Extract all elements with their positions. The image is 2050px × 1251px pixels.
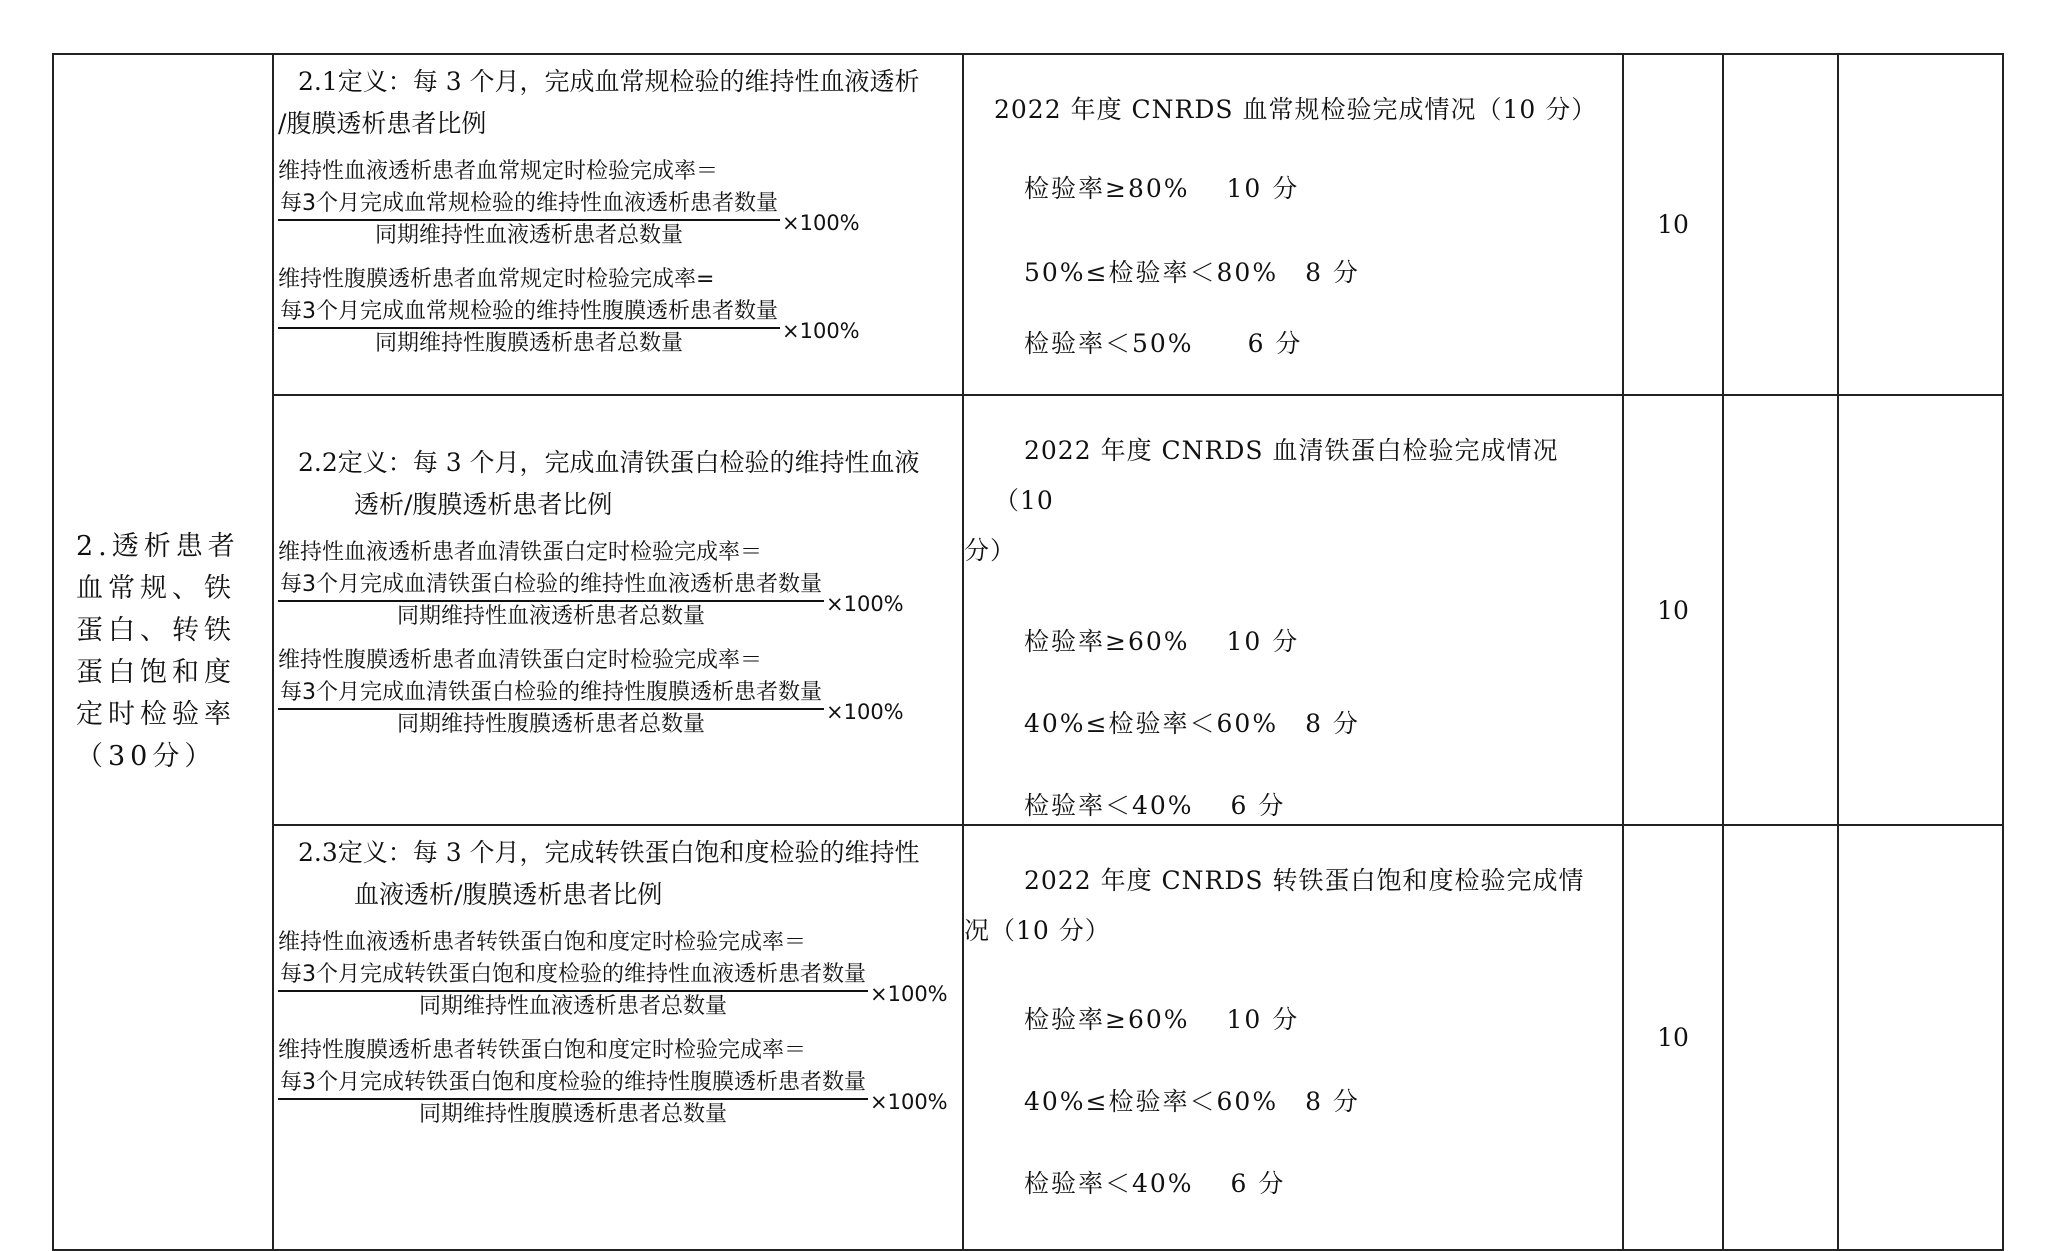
multiplier: ×100% (870, 982, 948, 1006)
standard-cell (963, 395, 1623, 825)
standard-level-2: 50%≤检验率＜80% 8 分 (1024, 258, 1360, 287)
standard-level-1: 检验率≥80% 10 分 (1024, 174, 1300, 203)
standard-level-3: 检验率＜50% 6 分 (1024, 329, 1303, 358)
numerator: 每3个月完成血常规检验的维持性腹膜透析患者数量 (278, 297, 780, 329)
category-label: 2.透析患者血常规、铁蛋白、转铁蛋白饱和度定时检验率（30分） (76, 531, 240, 772)
multiplier: ×100% (870, 1090, 948, 1114)
standard-cell (963, 54, 1623, 395)
fraction (278, 960, 868, 1022)
standard-title: 2022 年度 CNRDS 血常规检验完成情况（10 分） (994, 95, 1598, 124)
fraction (278, 678, 824, 740)
fraction (278, 189, 780, 251)
standard-title: 2022 年度 CNRDS 转铁蛋白饱和度检验完成情 况（10 分） (964, 866, 1585, 945)
empty-cell (1723, 395, 1838, 825)
definition-title: 2.1定义：每 3 个月，完成血常规检验的维持性血液透析 /腹膜透析患者比例 (278, 67, 920, 138)
empty-cell (1838, 395, 2003, 825)
denominator: 同期维持性血液透析患者总数量 (418, 994, 727, 1019)
score-cell: 10 (1623, 54, 1723, 395)
standard-level-2: 40%≤检验率＜60% 8 分 (1024, 709, 1360, 738)
table-row (53, 395, 2003, 825)
standard-level-3: 检验率＜40% 6 分 (1024, 791, 1286, 820)
standard-level-2: 40%≤检验率＜60% 8 分 (1024, 1087, 1360, 1116)
numerator: 每3个月完成血常规检验的维持性血液透析患者数量 (278, 189, 780, 221)
empty-cell (1838, 825, 2003, 1250)
numerator: 每3个月完成血清铁蛋白检验的维持性血液透析患者数量 (278, 570, 824, 602)
numerator: 每3个月完成转铁蛋白饱和度检验的维持性腹膜透析患者数量 (278, 1068, 868, 1100)
fraction (278, 1068, 868, 1130)
definition-cell (273, 395, 963, 825)
table-row (53, 825, 2003, 1250)
standard-title: 2022 年度 CNRDS 血清铁蛋白检验完成情况（10 分） (964, 436, 1559, 565)
denominator: 同期维持性腹膜透析患者总数量 (396, 712, 705, 737)
definition-cell (273, 825, 963, 1250)
empty-cell (1723, 54, 1838, 395)
empty-cell (1838, 54, 2003, 395)
denominator: 同期维持性腹膜透析患者总数量 (418, 1102, 727, 1127)
standard-level-1: 检验率≥60% 10 分 (1024, 627, 1300, 656)
definition-cell (273, 54, 963, 395)
multiplier: ×100% (782, 211, 860, 235)
multiplier: ×100% (826, 592, 904, 616)
denominator: 同期维持性血液透析患者总数量 (374, 223, 683, 248)
fraction (278, 570, 824, 632)
standard-cell (963, 825, 1623, 1250)
formula-hemodialysis: 维持性血液透析患者血常规定时检验完成率＝ $\frac{\text{每3个月完成血常规检验的维持性血液透析患者数量}}{\text{同期维持性血液透析患者总数量}}$ ×100% 维持性腹膜透析患者血常规定时检验完成率= $\frac{\text{每3个月完成血常规检验的维持性腹膜透析患者数量}}{\text{同期维持性腹膜透析患者总数量}}$ ×100% (274, 151, 962, 375)
formula-hemodialysis: 维持性血液透析患者转铁蛋白饱和度定时检验完成率＝ $\frac{\text{每3个月完成转铁蛋白饱和度检验的维持性血液透析患者数量}}{\text{同期维持性血液透析患者总数量}}$ ×100% 维持性腹膜透析患者转铁蛋白饱和度定时检验完成率＝ $\frac{\text{每3个月完成转铁蛋白饱和度检验的维持性腹膜透析患者数量}}{\text{同期维持性腹膜透析患者总数量}}$ ×100% (274, 922, 962, 1146)
fraction (278, 297, 780, 359)
score-cell: 10 (1623, 395, 1723, 825)
numerator: 每3个月完成血清铁蛋白检验的维持性腹膜透析患者数量 (278, 678, 824, 710)
multiplier: ×100% (782, 319, 860, 343)
formula-hemodialysis: 维持性血液透析患者血清铁蛋白定时检验完成率＝ $\frac{\text{每3个月完成血清铁蛋白检验的维持性血液透析患者数量}}{\text{同期维持性血液透析患者总数量}}$ ×100% 维持性腹膜透析患者血清铁蛋白定时检验完成率＝ $\frac{\text{每3个月完成血清铁蛋白检验的维持性腹膜透析患者数量}}{\text{同期维持性腹膜透析患者总数量}}$ ×100% (274, 532, 962, 756)
standard-level-1: 检验率≥60% 10 分 (1024, 1005, 1300, 1034)
denominator: 同期维持性腹膜透析患者总数量 (374, 331, 683, 356)
multiplier: ×100% (826, 700, 904, 724)
denominator: 同期维持性血液透析患者总数量 (396, 604, 705, 629)
definition-title: 2.2定义：每 3 个月，完成血清铁蛋白检验的维持性血液 透析/腹膜透析患者比例 (298, 448, 920, 519)
score-cell: 10 (1623, 825, 1723, 1250)
definition-title: 2.3定义：每 3 个月，完成转铁蛋白饱和度检验的维持性 血液透析/腹膜透析患者比例 (298, 838, 920, 909)
empty-cell (1723, 825, 1838, 1250)
numerator: 每3个月完成转铁蛋白饱和度检验的维持性血液透析患者数量 (278, 960, 868, 992)
standard-level-3: 检验率＜40% 6 分 (1024, 1169, 1286, 1198)
table-row (53, 54, 2003, 395)
category-cell (53, 54, 273, 1250)
evaluation-table (52, 53, 2004, 1251)
